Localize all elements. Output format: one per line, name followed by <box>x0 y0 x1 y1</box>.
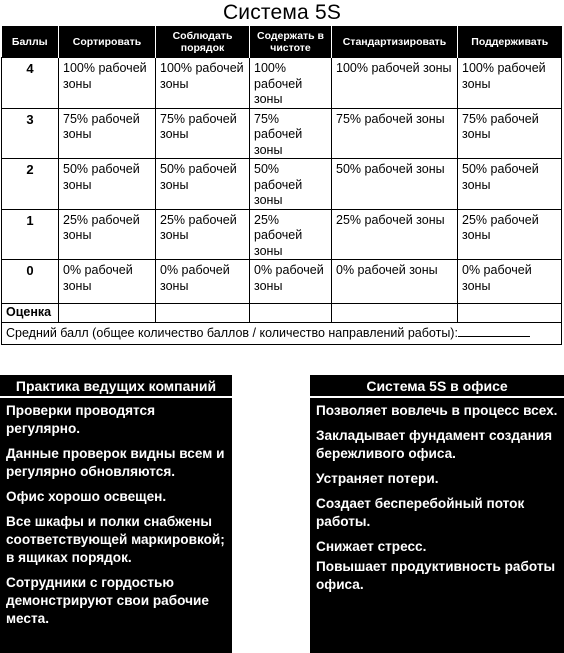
list-item: Создает бесперебойный поток работы. <box>316 496 525 529</box>
table-cell: 50% рабочей зоны <box>250 159 332 210</box>
table-cell: 100% рабочей зоны <box>156 58 250 109</box>
average-label: Средний балл (общее количество баллов / количество направлений работы): <box>6 326 458 340</box>
header-standardize: Стандартизировать <box>332 26 458 58</box>
list-item: Позволяет вовлечь в процесс всех. <box>316 403 558 418</box>
table-cell: 50% рабочей зоны <box>332 159 458 210</box>
table-cell: 75% рабочей зоны <box>332 108 458 159</box>
table-cell: 75% рабочей зоны <box>156 108 250 159</box>
table-cell: 25% рабочей зоны <box>332 209 458 260</box>
average-cell <box>2 323 562 345</box>
table-cell: 75% рабочей зоны <box>458 108 562 159</box>
list-item: Закладывает фундамент создания бережливого офиса. <box>316 428 553 461</box>
leading-practices-panel <box>0 375 232 653</box>
score-value: 2 <box>2 159 59 210</box>
header-scores: Баллы <box>2 26 59 58</box>
header-shine: Содержать в чистоте <box>250 26 332 58</box>
rating-cell-sustain <box>458 304 562 323</box>
table-cell: 25% рабочей зоны <box>250 209 332 260</box>
table-cell: 100% рабочей зоны <box>332 58 458 109</box>
score-value: 4 <box>2 58 59 109</box>
table-cell: 0% рабочей зоны <box>156 260 250 304</box>
average-row <box>2 323 562 345</box>
leading-practices-title: Практика ведущих компаний <box>0 375 232 398</box>
header-sustain: Поддерживать <box>458 26 562 58</box>
list-item: Сотрудники с гордостью демонстрируют свои рабочие места. <box>6 575 209 626</box>
table-cell: 75% рабочей зоны <box>250 108 332 159</box>
score-value: 1 <box>2 209 59 260</box>
score-value: 0 <box>2 260 59 304</box>
table-row <box>2 260 562 304</box>
table-row <box>2 58 562 109</box>
office-5s-title: Система 5S в офисе <box>310 375 564 398</box>
rating-cell-set-in-order <box>156 304 250 323</box>
header-set-in-order: Соблюдать порядок <box>156 26 250 58</box>
scoring-table <box>1 26 562 345</box>
table-cell: 25% рабочей зоны <box>156 209 250 260</box>
rating-row <box>2 304 562 323</box>
rating-label: Оценка <box>2 304 59 323</box>
table-cell: 50% рабочей зоны <box>59 159 156 210</box>
list-item: Офис хорошо освещен. <box>6 489 167 504</box>
table-cell: 50% рабочей зоны <box>156 159 250 210</box>
table-cell: 25% рабочей зоны <box>458 209 562 260</box>
header-sort: Сортировать <box>59 26 156 58</box>
table-header-row <box>2 26 562 58</box>
table-cell: 0% рабочей зоны <box>250 260 332 304</box>
table-cell: 75% рабочей зоны <box>59 108 156 159</box>
leading-practices-list <box>0 398 232 628</box>
office-5s-panel <box>310 375 564 653</box>
table-cell: 0% рабочей зоны <box>59 260 156 304</box>
table-row <box>2 209 562 260</box>
table-cell: 25% рабочей зоны <box>59 209 156 260</box>
list-item: Данные проверок видны всем и регулярно обновляются. <box>6 446 225 479</box>
rating-cell-shine <box>250 304 332 323</box>
table-cell: 100% рабочей зоны <box>458 58 562 109</box>
list-item: Устраняет потери. <box>316 471 439 486</box>
table-cell: 100% рабочей зоны <box>250 58 332 109</box>
list-item: Повышает продуктивность работы офиса. <box>316 559 556 592</box>
score-value: 3 <box>2 108 59 159</box>
table-cell: 50% рабочей зоны <box>458 159 562 210</box>
average-blank-line <box>458 326 530 337</box>
page-title: Система 5S <box>222 1 342 24</box>
list-item: Проверки проводятся регулярно. <box>6 403 156 436</box>
table-row <box>2 108 562 159</box>
list-item: Снижает стресс. <box>316 539 427 554</box>
office-5s-list <box>310 398 564 594</box>
rating-cell-sort <box>59 304 156 323</box>
table-cell: 100% рабочей зоны <box>59 58 156 109</box>
table-cell: 0% рабочей зоны <box>332 260 458 304</box>
table-cell: 0% рабочей зоны <box>458 260 562 304</box>
table-row <box>2 159 562 210</box>
rating-cell-standardize <box>332 304 458 323</box>
list-item: Все шкафы и полки снабжены соответствующей маркировкой; в ящиках порядок. <box>6 514 225 565</box>
